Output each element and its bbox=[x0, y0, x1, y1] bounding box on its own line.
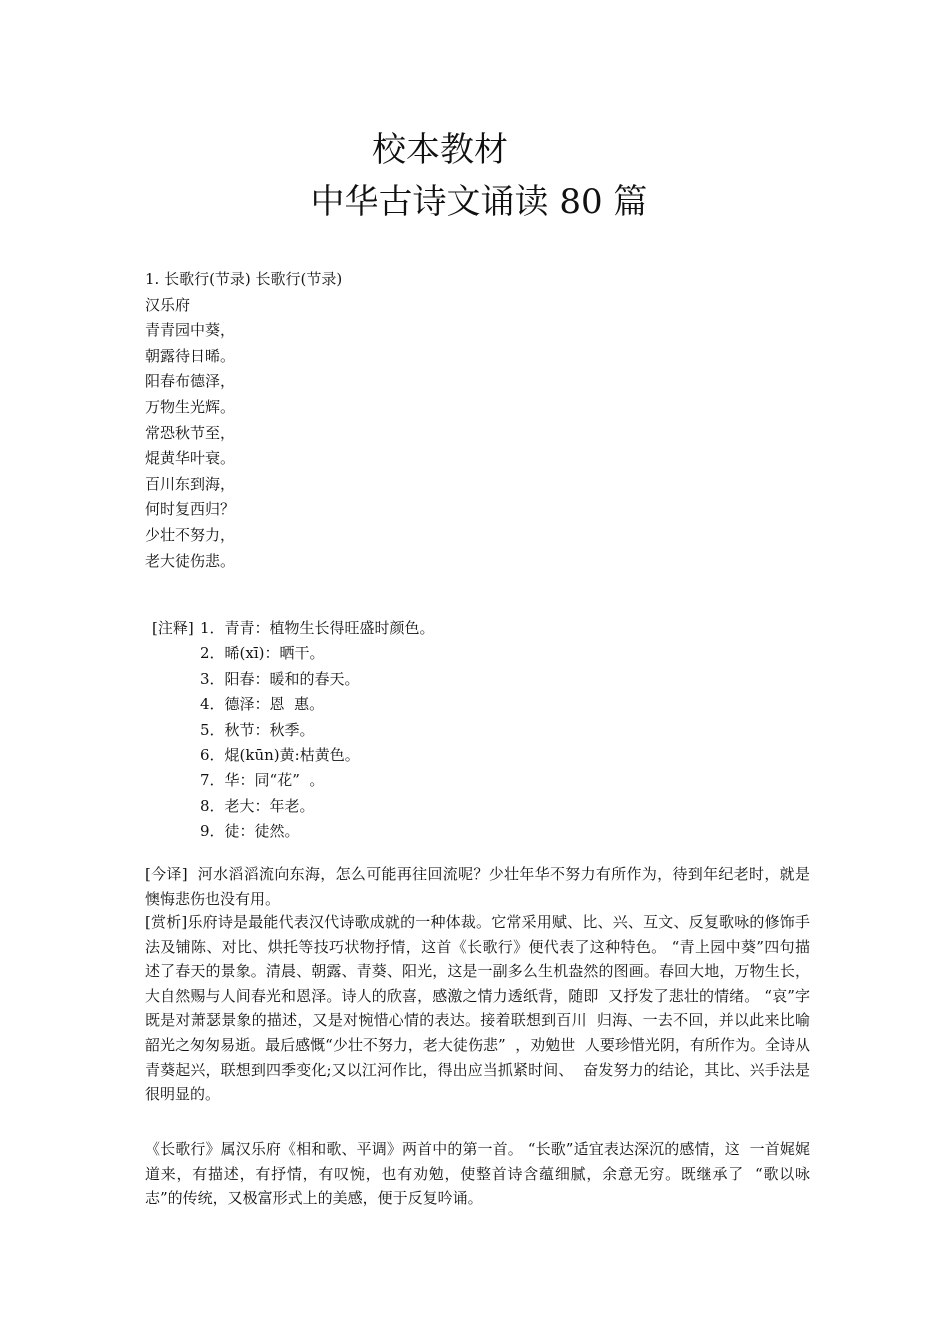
note-item: 3．阳春：暖和的春天。 bbox=[200, 669, 360, 688]
note-row bbox=[152, 641, 552, 666]
poem-author: 汉乐府 bbox=[145, 295, 191, 314]
note-row bbox=[152, 768, 552, 793]
note-row bbox=[152, 794, 552, 819]
poem-block bbox=[145, 267, 545, 574]
poem-line: 青青园中葵， bbox=[145, 321, 236, 340]
poem-line: 何时复西归？ bbox=[145, 500, 236, 519]
note-item: 6．焜(kūn)黄:枯黄色。 bbox=[200, 745, 360, 764]
notes-label: [注释] bbox=[152, 619, 194, 637]
poem-line: 老大徒伤悲。 bbox=[145, 551, 236, 570]
document-subtitle: 中华古诗文诵读 80 篇 bbox=[310, 182, 648, 222]
poem-line: 阳春布德泽， bbox=[145, 372, 236, 391]
intro-paragraph: 《长歌行》属汉乐府《相和歌、平调》两首中的第一首。 “长歌”适宜表达深沉的感情，这 一首娓娓道来，有描述，有抒情，有叹惋，也有劝勉，使整首诗含蕴细腻，余意无穷。既继承了 “歌以咏志”的传统，又极富形式上的美感，便于反复吟诵。 bbox=[145, 1140, 810, 1208]
analysis-paragraph: [赏析]乐府诗是最能代表汉代诗歌成就的一种体裁。它常采用赋、比、兴、互文、反复歌咏的修饰手法及铺陈、对比、烘托等技巧状物抒情，这首《长歌行》便代表了这种特色。 “青上园中葵”四句描述了春天的景象。清晨、朝露、青葵、阳光，这是一副多么生机盎然的图画。春回大地，万物生长，大自然赐与人间春光和恩泽。诗人的欣喜，感激之情力透纸背，随即 又抒发了悲壮的情绪。 “哀”字既是对萧瑟景象的描述，又是对惋惜心情的表达。接着联想到百川 归海、一去不回，并以此来比喻韶光之匆匆易逝。最后感慨“少壮不努力，老大徒伤悲” ，劝勉世 人要珍惜光阴，有所作为。全诗从青葵起兴，联想到四季变化;又以江河作比，得出应当抓紧时间、 奋发努力的结论，其比、兴手法是很明显的。 bbox=[145, 913, 810, 1104]
translation-paragraph: [今译] 河水滔滔流向东海，怎么可能再往回流呢？少壮年华不努力有所作为，待到年纪老时，就是 懊悔悲伤也没有用。 bbox=[145, 865, 820, 908]
poem-line: 万物生光辉。 bbox=[145, 397, 236, 416]
note-item: 7．华：同“花” 。 bbox=[200, 771, 325, 790]
note-item: 2．晞(xī)：晒干。 bbox=[200, 644, 325, 663]
poem-line: 常恐秋节至， bbox=[145, 423, 236, 442]
note-item: 8．老大：年老。 bbox=[200, 796, 315, 815]
poem-heading: 1. 长歌行(节录) 长歌行(节录) bbox=[145, 270, 343, 288]
note-row bbox=[152, 718, 552, 743]
note-item: 1．青青：植物生长得旺盛时颜色。 bbox=[200, 619, 435, 637]
document-title: 校本教材 bbox=[372, 130, 508, 170]
note-item: 5．秋节：秋季。 bbox=[200, 720, 315, 739]
note-row bbox=[152, 616, 552, 641]
poem-line: 朝露待日晞。 bbox=[145, 346, 236, 365]
note-row bbox=[152, 819, 552, 844]
poem-line: 少壮不努力， bbox=[145, 525, 236, 544]
note-item: 9．徒：徒然。 bbox=[200, 822, 300, 841]
note-row bbox=[152, 692, 552, 717]
poem-line: 百川东到海， bbox=[145, 474, 236, 493]
note-row bbox=[152, 743, 552, 768]
notes-block bbox=[152, 616, 552, 845]
poem-line: 焜黄华叶衰。 bbox=[145, 449, 236, 468]
note-item: 4．德泽：恩 惠。 bbox=[200, 695, 325, 714]
note-row bbox=[152, 667, 552, 692]
